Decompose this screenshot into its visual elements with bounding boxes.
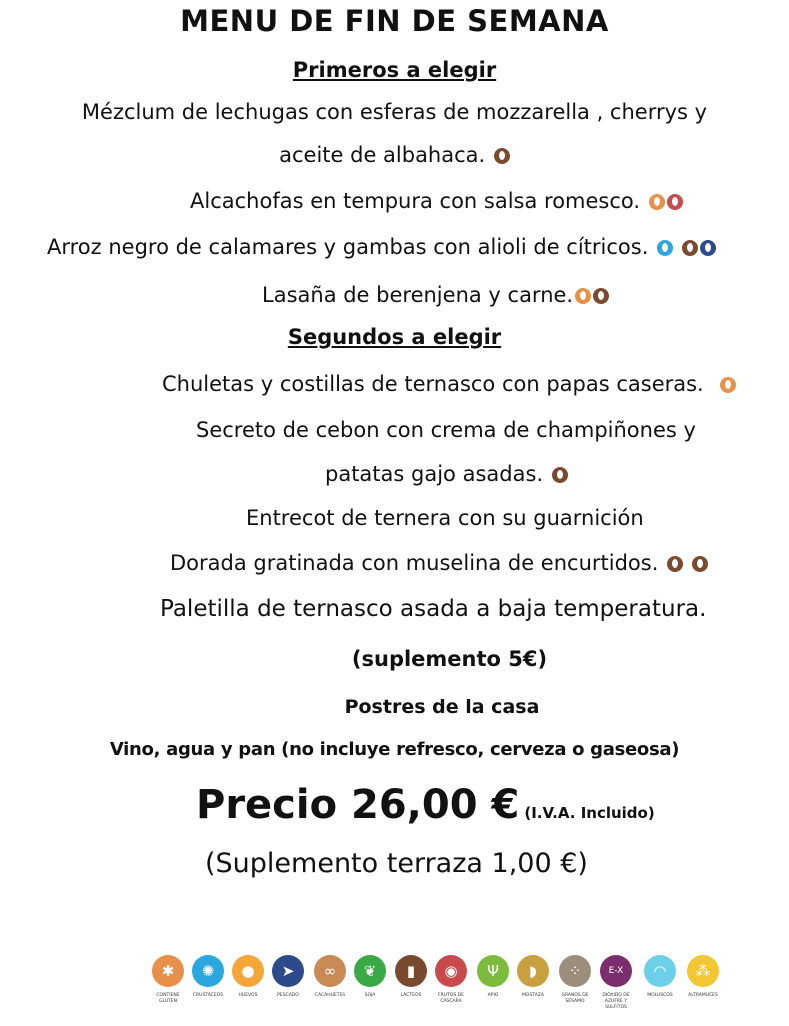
peanut-icon: ∞ [314, 955, 346, 987]
dish-text: Mézclum de lechugas con esferas de mozzarella , cherrys y [81, 100, 708, 124]
dish-text: Alcachofas en tempura con salsa romesco. [190, 189, 641, 213]
celery-icon: Ψ [477, 955, 509, 987]
dish-secreto-line1 [196, 418, 736, 442]
milk-allergen-icon [682, 240, 698, 256]
fish-icon: ➤ [272, 955, 304, 987]
legend-label: CACAHUETES [314, 993, 346, 998]
legend-label: PESCADO [277, 993, 299, 998]
gluten-allergen-icon [720, 377, 736, 393]
legend-label: SOJA [364, 993, 376, 998]
legend-label: LÁCTEOS [400, 993, 422, 998]
desserts-line: Postres de la casa [344, 696, 540, 718]
legend-label: MOLUSCOS [647, 993, 673, 998]
dish-text: Chuletas y costillas de ternasco con papas caseras. [162, 372, 704, 396]
dish-entrecot [246, 506, 706, 530]
dish-mezclum-line2 [0, 143, 789, 167]
price-line [196, 782, 756, 828]
dish-text: Paletilla de ternasco asada a baja temperatura. [160, 596, 707, 622]
shell-icon: ◠ [644, 955, 676, 987]
dish-alcachofas [190, 189, 750, 213]
legend-pescado [268, 955, 308, 999]
price-value: Precio 26,00 € [196, 782, 520, 828]
legend-huevos [228, 955, 268, 999]
legend-crustaceos [188, 955, 228, 999]
mustard-icon: ◗ [517, 955, 549, 987]
legend-label: CRUSTÁCEOS [192, 993, 224, 998]
milk-allergen-icon [667, 556, 683, 572]
legend-sulfitos [596, 955, 636, 1011]
dish-paletilla [160, 596, 780, 622]
dish-text: Arroz negro de calamares y gambas con alioli de cítricos. [47, 235, 649, 259]
dish-chuletas [162, 372, 762, 396]
legend-mostaza [513, 955, 553, 999]
sesame-icon: ⁘ [559, 955, 591, 987]
menu-title: MENU DE FIN DE SEMANA [180, 4, 609, 38]
dish-text: Entrecot de ternera con su guarnición [246, 506, 644, 530]
legend-label: FRUTOS DE CÁSCARA [438, 993, 464, 1004]
legend-gluten [148, 955, 188, 1005]
supplement-note: (suplemento 5€) [351, 647, 548, 671]
egg-icon: ● [232, 955, 264, 987]
milk-allergen-icon [552, 467, 568, 483]
nut-icon: ◉ [435, 955, 467, 987]
dish-text: Secreto de cebon con crema de champiñones y [196, 418, 696, 442]
dish-secreto-line2 [325, 462, 625, 486]
crab-icon: ✺ [192, 955, 224, 987]
legend-moluscos [640, 955, 680, 999]
wheat-icon: ✱ [152, 955, 184, 987]
legend-lacteos [391, 955, 431, 999]
legend-label: GRANOS DE SÉSAMO [561, 993, 589, 1004]
legend-frutos [431, 955, 471, 1005]
legend-apio [473, 955, 513, 999]
gluten-allergen-icon [575, 288, 591, 304]
dish-arroz-negro [47, 235, 767, 259]
dish-text: patatas gajo asadas. [325, 462, 544, 486]
section-second-courses: Segundos a elegir [287, 325, 502, 349]
crab-allergen-icon [657, 240, 673, 256]
legend-sesamo [555, 955, 595, 1005]
dish-mezclum-line1 [0, 100, 789, 124]
terrace-supplement: (Suplemento terraza 1,00 €) [205, 848, 588, 879]
milk-allergen-icon [593, 288, 609, 304]
legend-cacahuetes [310, 955, 350, 999]
milk-allergen-icon [494, 148, 510, 164]
sulfite-icon: E-X [600, 955, 632, 987]
price-vat-note: (I.V.A. Incluido) [524, 804, 655, 822]
legend-label: HUEVOS [238, 993, 258, 998]
legend-soja [350, 955, 390, 999]
dish-text: aceite de albahaca. [279, 143, 486, 167]
dish-text: Dorada gratinada con muselina de encurtidos. [170, 551, 659, 575]
section-first-courses: Primeros a elegir [292, 58, 497, 82]
gluten-allergen-icon [649, 194, 665, 210]
dish-lasana [262, 283, 682, 307]
legend-label: CONTIENE GLUTEN [156, 993, 180, 1004]
drinks-line: Vino, agua y pan (no incluye refresco, cerveza o gaseosa) [109, 739, 680, 760]
milk-jug-icon: ▮ [395, 955, 427, 987]
legend-label: ALTRAMUCES [688, 993, 718, 998]
dish-text: Lasaña de berenjena y carne. [262, 283, 574, 307]
nut-allergen-icon [667, 194, 683, 210]
fish-allergen-icon [700, 240, 716, 256]
lupin-icon: ⁂ [687, 955, 719, 987]
dish-dorada [170, 551, 770, 575]
milk-allergen-icon [692, 556, 708, 572]
legend-label: APIO [487, 993, 499, 998]
legend-label: MOSTAZA [522, 993, 544, 998]
legend-altramuces [683, 955, 723, 999]
legend-label: DIÓXIDO DE AZUFRE Y SULFITOS [602, 993, 630, 1010]
allergen-legend [148, 955, 728, 1015]
soy-icon: ❦ [354, 955, 386, 987]
